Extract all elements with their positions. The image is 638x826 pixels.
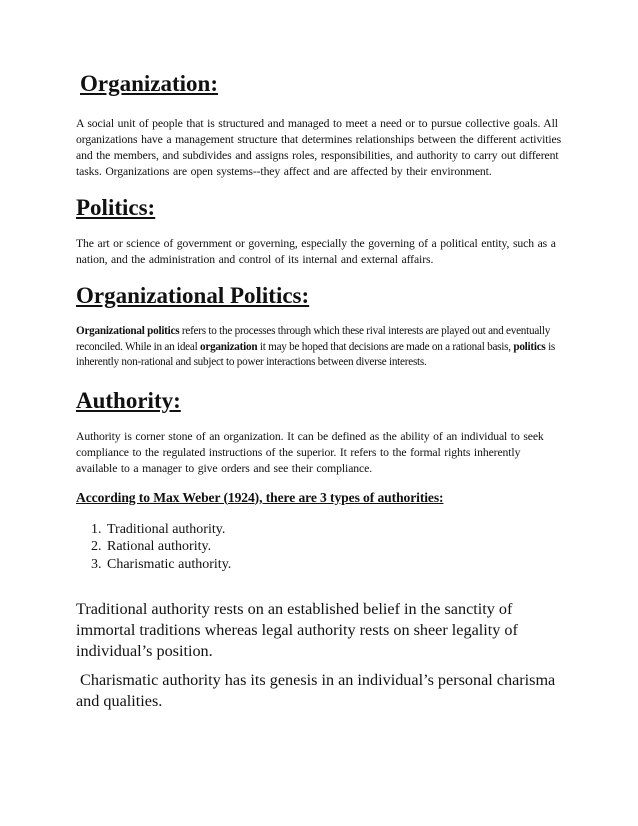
heading-authority: Authority: [76, 387, 181, 413]
list-item: 2. Rational authority. [105, 538, 564, 556]
weber-types-heading: According to Max Weber (1924), there are 3 types of authorities: [76, 489, 444, 505]
term-organization: organization [200, 340, 258, 353]
heading-politics: Politics: [76, 195, 156, 220]
charismatic-authority-paragraph: Charismatic authority has its genesis in an individual’s personal charisma and qualities. [76, 671, 560, 710]
org-politics-text-2: it may be hoped that decisions are made on a rational basis, [257, 340, 514, 353]
organizational-politics-definition [76, 324, 564, 371]
authority-definition: Authority is corner stone of an organization. It can be defined as the ability of an individual to seek compliance to the regulated instructions of the superior. It refers to the formal rights inherently available to a manager to give orders and see their compliance. [76, 429, 544, 475]
document-page [76, 70, 564, 712]
heading-organizational-politics: Organizational Politics: [76, 283, 310, 308]
term-organizational-politics: Organizational politics [76, 325, 180, 337]
politics-definition: The art or science of government or governing, especially the governing of a political entity, such as a nation, and the administration and control of its internal and external affairs. [76, 237, 556, 266]
org-politics-text-3: is inherently non-rational and subject to power interactions between diverse interests. [76, 340, 556, 368]
term-politics: politics [513, 340, 546, 353]
list-item: 1. Traditional authority. [105, 521, 564, 539]
traditional-authority-paragraph: Traditional authority rests on an established belief in the sanctity of immortal traditions whereas legal authority rests on sheer legality of individual’s position. [76, 600, 518, 660]
list-item: 3. Charismatic authority. [105, 556, 564, 574]
authority-types-list [76, 521, 564, 574]
organization-definition: A social unit of people that is structured and managed to meet a need or to pursue collective goals. All organizations have a management structure that determines relationships between the different activities and the members, and subdivides and assigns roles, responsibilities, and authority to carry out different tasks. Organizations are open systems--they affect and are affected by their environment. [76, 117, 562, 178]
org-politics-text-1: refers to the processes through which these rival interests are played out and eventually reconciled. While in an ideal [76, 325, 551, 353]
heading-organization: Organization: [80, 71, 218, 96]
